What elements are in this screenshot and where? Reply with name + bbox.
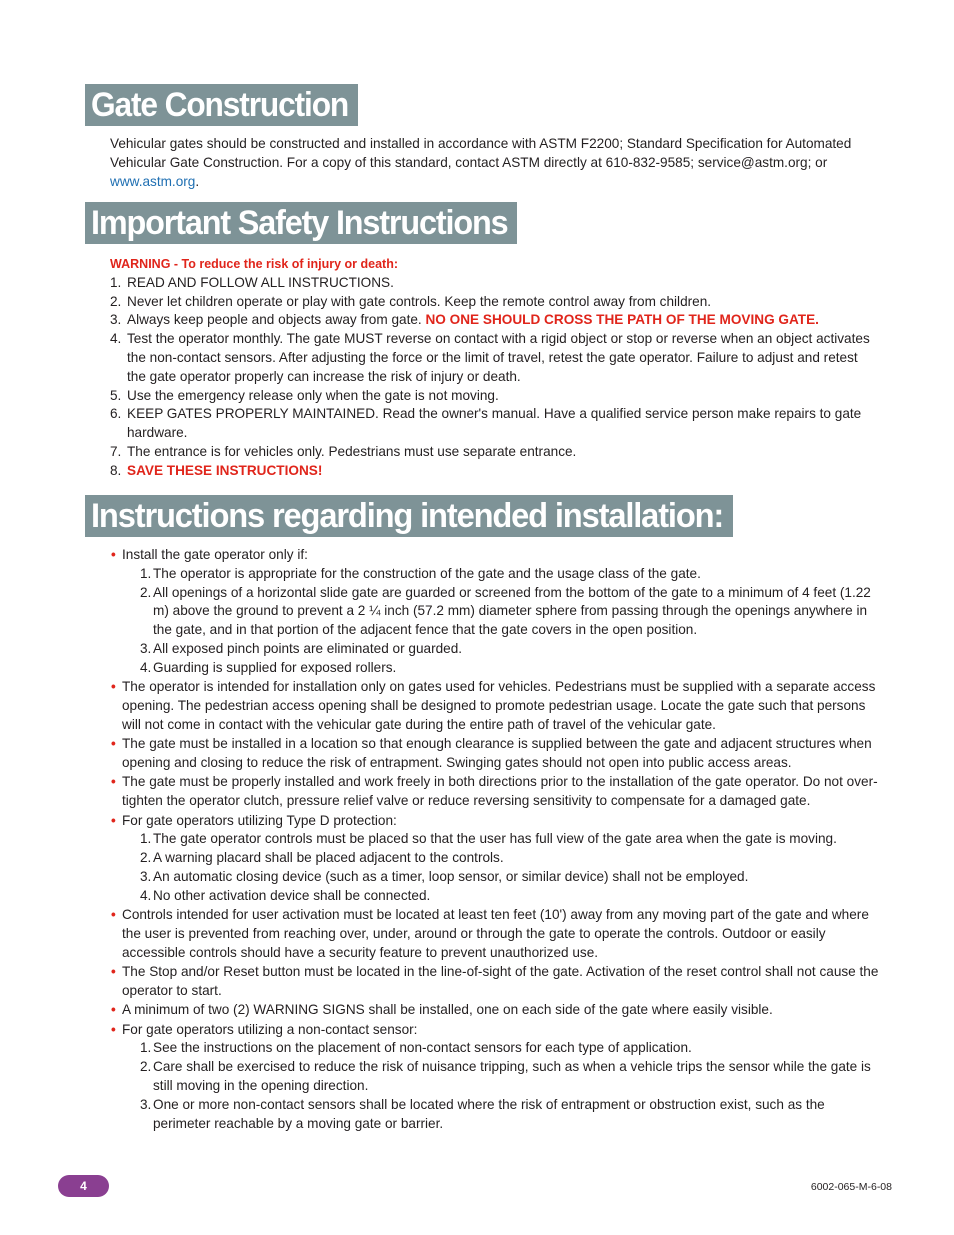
bullet-text: The Stop and/or Reset button must be located in the line-of-sight of the gate. Activation of the reset control shall not cause the operator to start. <box>122 964 879 998</box>
bullet-icon: • <box>111 907 116 923</box>
list-item-text: The entrance is for vehicles only. Pedestrians must use separate entrance. <box>127 443 577 459</box>
sub-list-text: Care shall be exercised to reduce the risk of nuisance tripping, such as when a vehicle trips the sensor while the gate is still moving in the opening direction. <box>153 1059 871 1094</box>
astm-link[interactable]: www.astm.org <box>110 173 196 189</box>
bullet-icon: • <box>111 774 116 790</box>
bullet-item <box>110 812 880 906</box>
list-item <box>110 443 880 462</box>
list-number: 1. <box>110 274 122 290</box>
bullet-text: Install the gate operator only if: <box>122 547 308 562</box>
sub-list-number: 2. <box>140 1059 152 1075</box>
bullet-item <box>110 1021 880 1134</box>
sub-list-item <box>122 1039 880 1058</box>
sub-list-number: 1. <box>140 565 152 581</box>
list-number: 6. <box>110 406 122 422</box>
sub-list-number: 2. <box>140 850 152 866</box>
sub-list-number: 2. <box>140 584 152 600</box>
list-item <box>110 387 880 406</box>
sub-list-item <box>122 1058 880 1096</box>
gate-construction-tail: . <box>195 173 200 189</box>
bullet-item <box>110 963 880 1001</box>
bullet-text: The gate must be properly installed and work freely in both directions prior to the installation of the gate operator. Do not over-tighten the operator clutch, pressure relief valve or reduce reversing sensitivity to compensate for a damaged gate. <box>122 774 878 809</box>
installation-block <box>110 546 880 1134</box>
list-item-text: Test the operator monthly. The gate MUST reverse on contact with a rigid object or stop or reverse when an object activates the non-contact sensors. After adjusting the force or the limit of travel, retest the gate operator. Failure to adjust and retest the gate operator properly can increase the risk of injury or death. <box>127 331 870 384</box>
bullet-item <box>110 773 880 811</box>
list-number: 7. <box>110 443 122 459</box>
sub-list-text: One or more non-contact sensors shall be located where the risk of entrapment or obstruction exist, such as the perimeter reachable by a moving gate or barrier. <box>153 1096 825 1131</box>
bullet-text: A minimum of two (2) WARNING SIGNS shall be installed, one on each side of the gate where easily visible. <box>122 1002 773 1018</box>
list-item <box>110 274 880 293</box>
sub-list-number: 3. <box>140 868 152 884</box>
sub-list-text: The gate operator controls must be placed so that the user has full view of the gate area when the gate is moving. <box>153 831 837 847</box>
list-item <box>110 405 880 443</box>
sub-list-item <box>122 659 880 678</box>
list-item-text: Never let children operate or play with gate controls. Keep the remote control away from children. <box>127 293 712 309</box>
sub-list-item <box>122 830 880 849</box>
bullet-text: The operator is intended for installation only on gates used for vehicles. Pedestrians must be supplied with a separate access opening. The pedestrian access opening shall be designed to promote pedestrian usage. Locate the gate such that persons will not come in contact with the vehicular gate during the entire path of travel of the vehicular gate. <box>122 679 876 732</box>
warning-heading: WARNING - To reduce the risk of injury or death: <box>110 257 398 271</box>
sub-list-item <box>122 887 880 906</box>
sub-list-number: 4. <box>140 659 152 675</box>
list-number: 4. <box>110 331 122 347</box>
list-number: 2. <box>110 293 122 309</box>
list-item-text: KEEP GATES PROPERLY MAINTAINED. Read the owner's manual. Have a qualified service person make repairs to gate hardware. <box>127 406 862 441</box>
sub-list-item <box>122 1096 880 1134</box>
list-item-emphasis: SAVE THESE INSTRUCTIONS! <box>127 462 323 478</box>
sub-list <box>122 1039 880 1133</box>
list-item <box>110 462 880 481</box>
list-number: 3. <box>110 312 122 328</box>
list-item-emphasis: NO ONE SHOULD CROSS THE PATH OF THE MOVING GATE. <box>425 312 819 328</box>
sub-list-number: 1. <box>140 831 152 847</box>
bullet-item <box>110 546 880 678</box>
sub-list-item <box>122 868 880 887</box>
sub-list-text: Guarding is supplied for exposed rollers. <box>153 659 397 675</box>
bullet-icon: • <box>111 1002 116 1018</box>
document-code: 6002-065-M-6-08 <box>810 1181 892 1193</box>
bullet-icon: • <box>111 547 116 562</box>
safety-block <box>110 255 880 481</box>
bullet-icon: • <box>111 812 116 828</box>
sub-list-item <box>122 565 880 584</box>
sub-list-text: A warning placard shall be placed adjacent to the controls. <box>153 850 504 866</box>
bullet-text: For gate operators utilizing a non-contact sensor: <box>122 1021 418 1037</box>
sub-list-item <box>122 584 880 640</box>
list-item <box>110 293 880 312</box>
gate-construction-text: Vehicular gates should be constructed and installed in accordance with ASTM F2200; Standard Specification for Automated Vehicular Gate Construction. For a copy of this standard, contact ASTM directly at 610-832-9585; service@astm.org; or <box>110 136 852 170</box>
sub-list-text: An automatic closing device (such as a timer, loop sensor, or similar device) shall not be employed. <box>153 868 749 884</box>
sub-list-text: All openings of a horizontal slide gate are guarded or screened from the bottom of the gate to a minimum of 4 feet (1.22 m) above the ground to prevent a 2 ¼ inch (57.2 mm) diameter sphere from passing through the openings anywhere in the gate, and in that portion of the adjacent fence that the gate covers in the open position. <box>153 584 871 638</box>
sub-list-text: The operator is appropriate for the construction of the gate and the usage class of the gate. <box>153 565 701 581</box>
bullet-text: The gate must be installed in a location so that enough clearance is supplied between the gate and adjacent structures when opening and closing to reduce the risk of entrapment. Swinging gates should not open into public access areas. <box>122 736 872 770</box>
gate-construction-paragraph <box>110 135 880 191</box>
bullet-item <box>110 1001 880 1020</box>
bullet-item <box>110 735 880 773</box>
bullet-icon: • <box>111 736 116 752</box>
sub-list-item <box>122 849 880 868</box>
sub-list-text: All exposed pinch points are eliminated or guarded. <box>153 640 463 656</box>
section-title-safety: Important Safety Instructions <box>85 202 517 244</box>
sub-list-number: 3. <box>140 1096 152 1112</box>
list-number: 8. <box>110 462 122 478</box>
sub-list <box>122 830 880 905</box>
list-item <box>110 330 880 386</box>
sub-list-number: 1. <box>140 1040 152 1056</box>
safety-list <box>110 274 880 481</box>
page-number-badge: 4 <box>58 1175 109 1197</box>
bullet-item <box>110 906 880 962</box>
sub-list-text: No other activation device shall be connected. <box>153 887 431 903</box>
sub-list-text: See the instructions on the placement of non-contact sensors for each type of application. <box>153 1040 692 1056</box>
section-title-gate-construction: Gate Construction <box>85 84 358 126</box>
sub-list-item <box>122 640 880 659</box>
bullet-icon: • <box>111 679 116 695</box>
list-item-text: Always keep people and objects away from gate. <box>127 312 426 328</box>
section-title-installation: Instructions regarding intended installation: <box>85 495 733 537</box>
bullet-icon: • <box>111 964 116 980</box>
bullet-text: Controls intended for user activation must be located at least ten feet (10') away from any moving part of the gate and where the user is prevented from reaching over, under, around or through the gate to operate the controls. Outdoor or easily accessible controls should have a security feature to prevent unauthorized use. <box>122 907 869 960</box>
list-item-text: Use the emergency release only when the gate is not moving. <box>127 387 499 403</box>
bullet-item <box>110 678 880 734</box>
bullet-icon: • <box>111 1021 116 1037</box>
list-item <box>110 311 880 330</box>
list-number: 5. <box>110 387 122 403</box>
sub-list-number: 3. <box>140 640 152 656</box>
sub-list <box>122 565 880 678</box>
bullet-text: For gate operators utilizing Type D protection: <box>122 812 397 828</box>
sub-list-number: 4. <box>140 887 152 903</box>
list-item-text: READ AND FOLLOW ALL INSTRUCTIONS. <box>127 274 394 290</box>
installation-list <box>110 546 880 1133</box>
